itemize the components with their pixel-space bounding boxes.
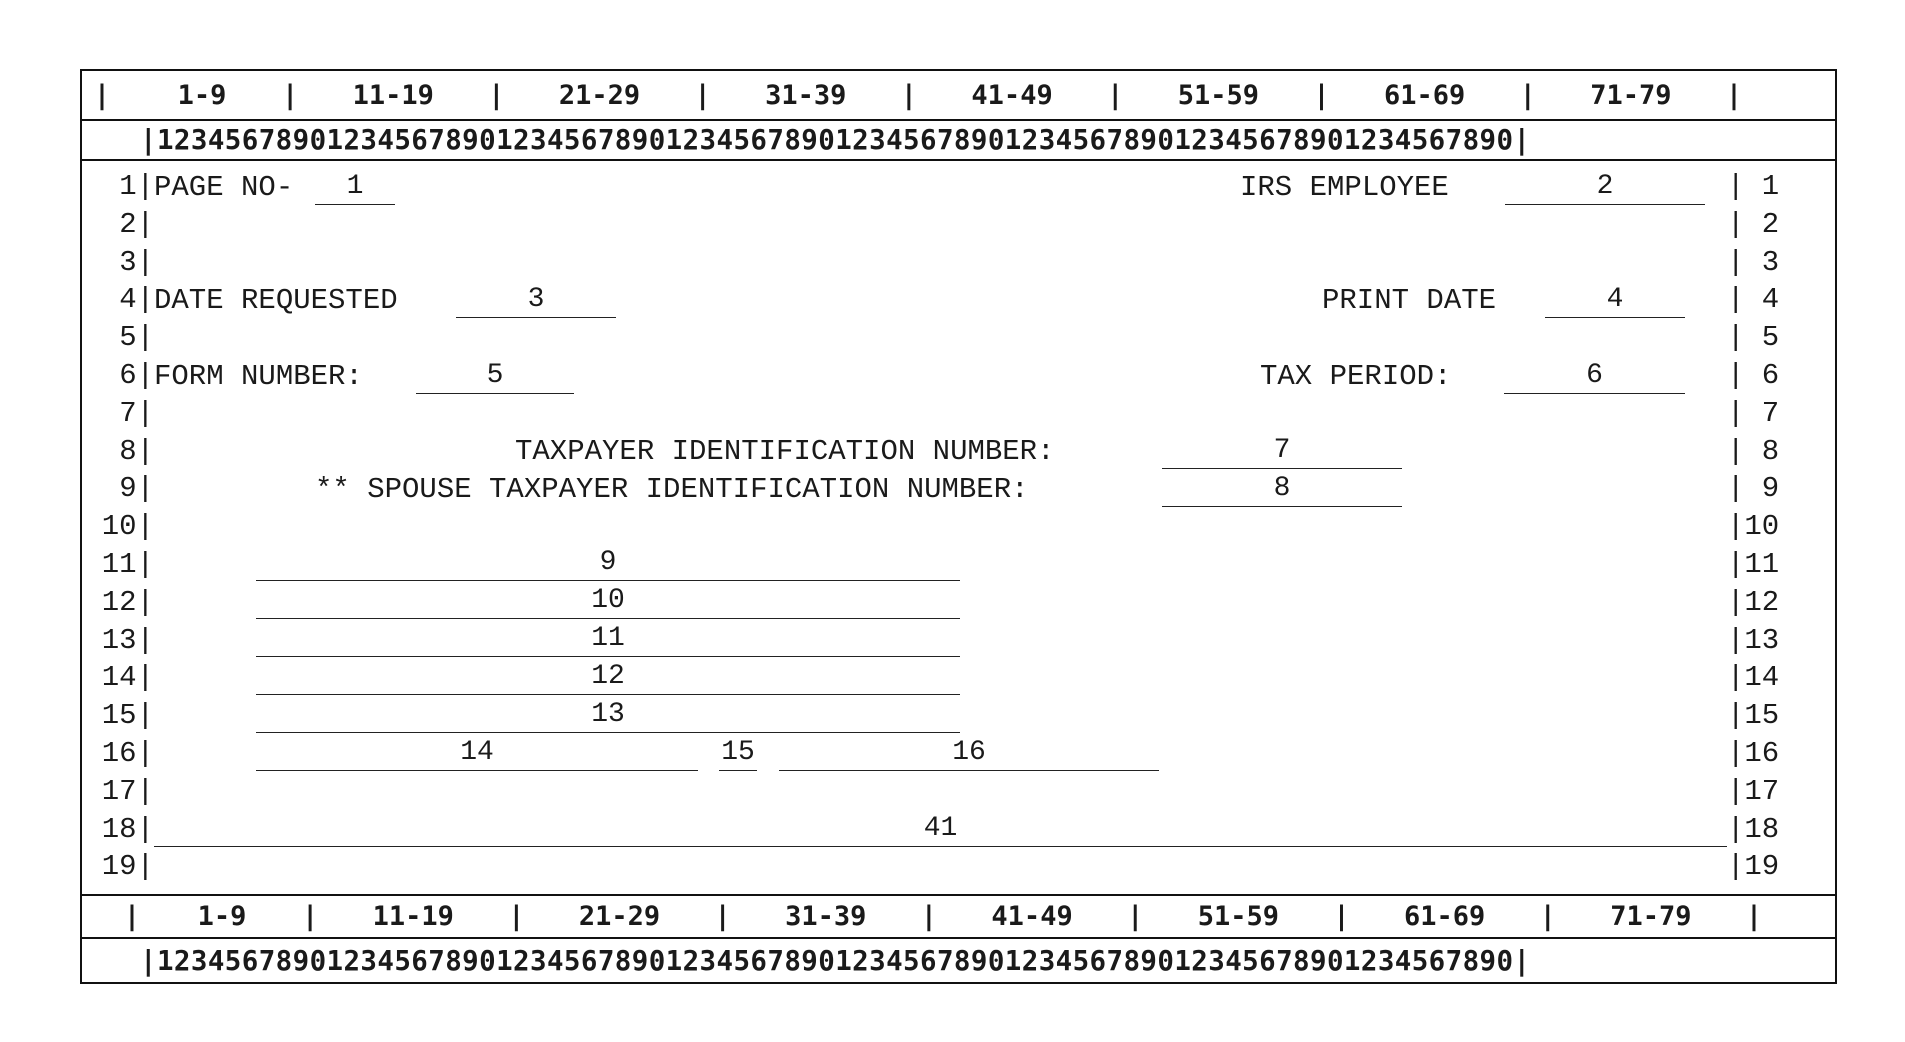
- line-number-right: |11: [1727, 548, 1780, 581]
- line-number-left: 12|: [101, 585, 154, 619]
- message-line-field: 41: [154, 812, 1727, 847]
- ruler-range: 11-19: [372, 901, 454, 932]
- address-line-field: 13: [256, 698, 960, 733]
- line-number-left: 5|: [119, 321, 154, 355]
- line-number-left: 10|: [101, 510, 154, 544]
- tax-period-field: 6: [1504, 359, 1685, 394]
- line-number-right: |13: [1727, 623, 1780, 657]
- line-number-right: | 9: [1727, 472, 1780, 506]
- line-number-right: | 5: [1727, 321, 1780, 355]
- page-no-field: 1: [315, 170, 395, 205]
- line-number-right: |12: [1727, 585, 1780, 619]
- ruler-range: 31-39: [785, 901, 867, 932]
- line-number-right: |16: [1727, 737, 1780, 770]
- ruler-range: 31-39: [765, 79, 847, 111]
- top-ruler-ranges: | 1-9 | 11-19 | 21-29 | 31-39 | 41-49 | 51-59 | 61-69 | 71-79 |: [82, 71, 1835, 121]
- line-number-left: 14|: [101, 661, 154, 695]
- line-number-right: | 4: [1727, 283, 1780, 317]
- line-number-right: | 2: [1727, 207, 1780, 241]
- line-number-right: |17: [1727, 774, 1780, 808]
- name-line-field: 9: [256, 546, 960, 581]
- spouse-tin-field: 8: [1162, 472, 1402, 507]
- ruler-digits: |12345678901234567890123456789012345678901234567890123456789012345678901234567890|: [140, 945, 1531, 977]
- line-number-left: 8|: [119, 434, 154, 468]
- line-number-left: 2|: [119, 207, 154, 241]
- ruler-range: 71-79: [1590, 79, 1672, 111]
- ruler-range: 1-9: [197, 901, 247, 932]
- line-number-right: | 3: [1727, 245, 1780, 279]
- line-number-right: | 1: [1727, 170, 1780, 203]
- tin-field: 7: [1162, 434, 1402, 469]
- page-no-label: PAGE NO-: [154, 171, 294, 204]
- ruler-range: 1-9: [177, 79, 227, 111]
- bottom-ruler-digits: [82, 939, 1835, 983]
- line-number-left: 15|: [101, 699, 154, 733]
- line-number-left: 1|: [119, 170, 154, 203]
- line-number-left: 4|: [119, 283, 154, 317]
- city-field: 14: [256, 736, 698, 771]
- zip-field: 16: [779, 736, 1159, 771]
- date-requested-label: DATE REQUESTED: [154, 284, 398, 317]
- print-date-label: PRINT DATE: [1322, 284, 1497, 317]
- line-number-right: |19: [1727, 850, 1780, 884]
- line-number-left: 9|: [119, 472, 154, 506]
- line-number-left: 7|: [119, 396, 154, 430]
- line-number-left: 3|: [119, 245, 154, 279]
- ruler-range: 61-69: [1403, 901, 1486, 932]
- ruler-range: 21-29: [558, 79, 641, 111]
- irs-employee-field: 2: [1505, 170, 1705, 205]
- ruler-digits: |12345678901234567890123456789012345678901234567890123456789012345678901234567890|: [140, 124, 1531, 156]
- line-number-right: |14: [1727, 661, 1780, 695]
- line-number-right: | 7: [1727, 396, 1780, 430]
- line-number-left: 18|: [101, 812, 154, 846]
- ruler-range: 11-19: [352, 79, 434, 111]
- line-number-right: |18: [1727, 812, 1780, 846]
- state-field: 15: [719, 736, 757, 771]
- ruler-range: 41-49: [971, 79, 1053, 111]
- line-number-right: |15: [1727, 699, 1780, 733]
- print-date-field: 4: [1545, 283, 1685, 318]
- line-number-left: 11|: [101, 548, 154, 581]
- line-number-right: |10: [1727, 510, 1780, 544]
- line-number-left: 17|: [101, 774, 154, 808]
- address-line-field: 12: [256, 660, 960, 695]
- line-number-left: 19|: [101, 850, 154, 884]
- tin-label: TAXPAYER IDENTIFICATION NUMBER:: [515, 435, 1055, 468]
- ruler-range: 41-49: [991, 901, 1073, 932]
- ruler-range: 71-79: [1610, 901, 1692, 932]
- line-number-right: | 8: [1727, 434, 1780, 468]
- form-number-label: FORM NUMBER:: [154, 360, 363, 393]
- name-line-field: 10: [256, 584, 960, 619]
- line-number-right: | 6: [1727, 359, 1780, 392]
- ruler-range: 51-59: [1177, 79, 1259, 111]
- line-number-left: 6|: [119, 359, 154, 392]
- line-number-left: 16|: [101, 737, 154, 770]
- ruler-range: 21-29: [578, 901, 661, 932]
- line-number-left: 13|: [101, 623, 154, 657]
- form-number-field: 5: [416, 359, 574, 394]
- bottom-ruler-ranges: | 1-9 | 11-19 | 21-29 | 31-39 | 41-49 | 51-59 | 61-69 | 71-79 |: [82, 894, 1835, 939]
- ruler-range: 51-59: [1197, 901, 1279, 932]
- top-ruler-digits: [82, 121, 1835, 161]
- irs-employee-label: IRS EMPLOYEE: [1240, 171, 1449, 204]
- address-line-field: 11: [256, 622, 960, 657]
- ruler-range: 61-69: [1383, 79, 1466, 111]
- form-layout-frame: [80, 69, 1837, 984]
- spouse-tin-label: ** SPOUSE TAXPAYER IDENTIFICATION NUMBER:: [315, 473, 1029, 506]
- tax-period-label: TAX PERIOD:: [1260, 360, 1452, 393]
- date-requested-field: 3: [456, 283, 616, 318]
